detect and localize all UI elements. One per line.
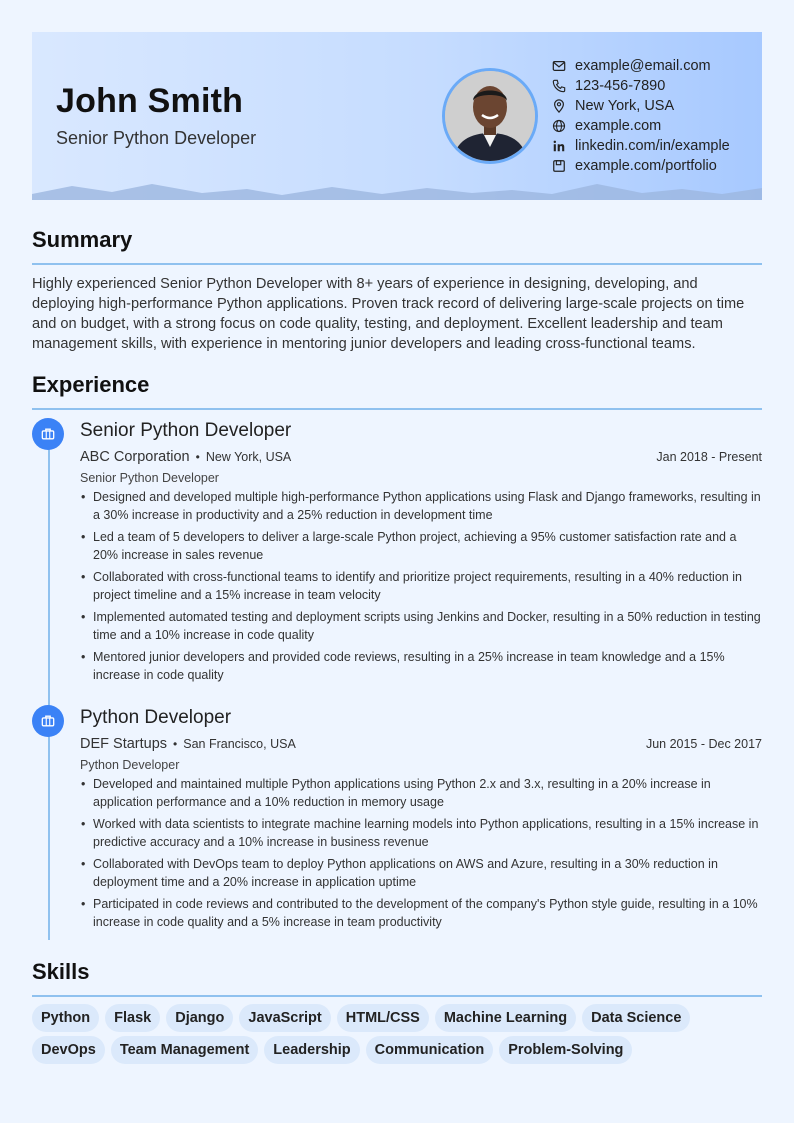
summary-text: Highly experienced Senior Python Developer with 8+ years of experience in designing, developing, and deploying high-performance Python applications. Proven track record of delivering large-scale projects on time and on budget, with a strong focus on code quality, testing, and deployment. Excellent leadership and team management skills, with experience in mentoring junior developers and leading cross-functional teams. xyxy=(32,276,745,352)
list-item: • Participated in code reviews and contributed to the development of the company's Python style guide, resulting in a 10% increase in code quality and a 5% increase in team productivity xyxy=(80,895,762,931)
job-meta xyxy=(80,444,762,470)
job-marker xyxy=(32,705,64,737)
skills-list xyxy=(32,1004,762,1068)
job-role: Senior Python Developer xyxy=(80,471,219,485)
company-name: ABC Corporation xyxy=(80,449,190,465)
job-role: Python Developer xyxy=(80,758,180,772)
briefcase-icon xyxy=(41,714,55,728)
job-dates: Jun 2015 - Dec 2017 xyxy=(645,737,762,751)
skill-tag: Django xyxy=(166,1004,233,1032)
experience-divider xyxy=(32,408,762,410)
company-name: DEF Startups xyxy=(80,736,168,752)
job-title: Senior Python Developer xyxy=(80,420,292,441)
contact-website[interactable] xyxy=(552,116,757,136)
summary-heading: Summary xyxy=(32,227,133,252)
linkedin-icon xyxy=(552,139,566,153)
candidate-name: John Smith xyxy=(56,82,244,120)
skill-tag: Python xyxy=(32,1004,99,1032)
list-item: • Mentored junior developers and provided code reviews, resulting in a 25% increase in team knowledge and a 15% increase in code quality xyxy=(80,648,762,684)
contact-location xyxy=(552,96,757,116)
list-item: • Led a team of 5 developers to deliver a large-scale Python project, achieving a 95% customer satisfaction rate and a 20% increase in sales revenue xyxy=(80,528,762,564)
contact-email[interactable] xyxy=(552,56,757,76)
header-wave-decoration xyxy=(32,180,762,200)
contact-linkedin-text: linkedin.com/in/example xyxy=(575,138,730,154)
job-dates: Jan 2018 - Present xyxy=(656,450,762,464)
list-item: • Worked with data scientists to integrate machine learning models into Python applications, resulting in a 15% increase in predictive accuracy and a 10% increase in business revenue xyxy=(80,815,762,851)
job-location: San Francisco, USA xyxy=(183,737,296,751)
contact-linkedin[interactable] xyxy=(552,136,757,156)
contact-location-text: New York, USA xyxy=(575,98,675,114)
globe-icon xyxy=(552,119,566,133)
job-bullets xyxy=(80,488,762,684)
separator-dot: • xyxy=(173,737,178,751)
experience-heading: Experience xyxy=(32,372,150,397)
avatar xyxy=(442,68,538,164)
job-location: New York, USA xyxy=(205,450,292,464)
contact-portfolio[interactable] xyxy=(552,156,757,176)
skill-tag: JavaScript xyxy=(239,1004,330,1032)
skill-tag: Data Science xyxy=(582,1004,690,1032)
skill-tag: DevOps xyxy=(32,1036,105,1064)
list-item: • Designed and developed multiple high-performance Python applications using Flask and Django frameworks, resulting in a 30% increase in productivity and a 25% reduction in development time xyxy=(80,488,762,524)
list-item: • Collaborated with cross-functional teams to identify and prioritize project requirements, resulting in a 40% reduction in project timeline and a 15% increase in team velocity xyxy=(80,568,762,604)
skill-tag: Machine Learning xyxy=(435,1004,576,1032)
job-marker xyxy=(32,418,64,450)
skill-tag: Leadership xyxy=(264,1036,359,1064)
phone-icon xyxy=(552,79,566,93)
contact-phone[interactable] xyxy=(552,76,757,96)
skill-tag: Communication xyxy=(366,1036,494,1064)
job-title: Python Developer xyxy=(80,707,232,728)
header-banner xyxy=(32,32,762,200)
job-entry xyxy=(80,418,762,688)
job-entry xyxy=(80,705,762,935)
contact-phone-text: 123-456-7890 xyxy=(575,78,666,94)
mail-icon xyxy=(552,59,566,73)
list-item: • Collaborated with DevOps team to deploy Python applications on AWS and Azure, resulting in a 30% reduction in deployment time and a 20% increase in application uptime xyxy=(80,855,762,891)
job-meta xyxy=(80,731,762,757)
contact-list xyxy=(552,56,757,176)
briefcase-icon xyxy=(41,427,55,441)
list-item: • Developed and maintained multiple Python applications using Python 2.x and 3.x, resulting in a 20% increase in application performance and a 10% reduction in memory usage xyxy=(80,775,762,811)
list-item: • Implemented automated testing and deployment scripts using Jenkins and Docker, resulting in a 50% reduction in testing time and a 10% increase in code quality xyxy=(80,608,762,644)
separator-dot: • xyxy=(195,450,200,464)
job-bullets xyxy=(80,775,762,931)
skills-divider xyxy=(32,995,762,997)
contact-portfolio-text: example.com/portfolio xyxy=(575,158,717,174)
skill-tag: HTML/CSS xyxy=(337,1004,429,1032)
candidate-title: Senior Python Developer xyxy=(56,128,257,148)
location-icon xyxy=(552,99,566,113)
experience-timeline xyxy=(48,432,50,940)
portfolio-icon xyxy=(552,159,566,173)
skill-tag: Problem-Solving xyxy=(499,1036,632,1064)
skill-tag: Team Management xyxy=(111,1036,258,1064)
summary-divider xyxy=(32,263,762,265)
contact-website-text: example.com xyxy=(575,118,662,134)
skills-heading: Skills xyxy=(32,959,90,984)
profile-photo xyxy=(445,71,535,161)
skill-tag: Flask xyxy=(105,1004,160,1032)
contact-email-text: example@email.com xyxy=(575,58,711,74)
